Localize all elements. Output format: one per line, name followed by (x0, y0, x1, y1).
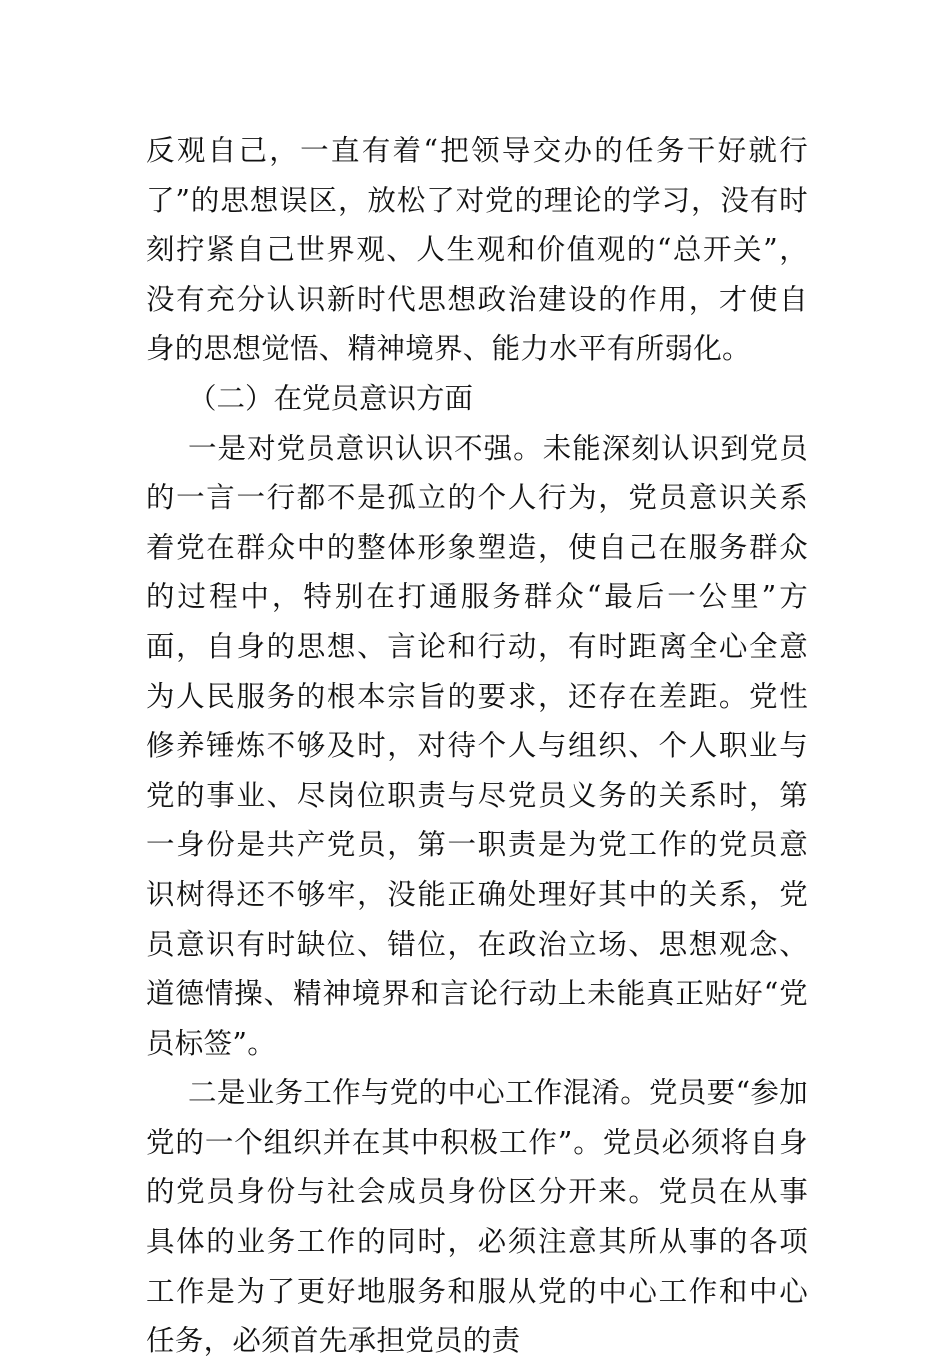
paragraph-work-confusion: 二是业务工作与党的中心工作混淆。党员要“参加党的一个组织并在其中积极工作”。党员必须将自身的党员身份与社会成员身份区分开来。党员在从事具体的业务工作的同时，必须注意其所从事的各项工作是为了更好地服务和服从党的中心工作和中心任务，必须首先承担党员的责 (146, 1076, 808, 1358)
paragraph-party-awareness: 一是对党员意识认识不强。未能深刻认识到党员的一言一行都不是孤立的个人行为，党员意识关系着党在群众中的整体形象塑造，使自己在服务群众的过程中，特别在打通服务群众“最后一公里”方面，自身的思想、言论和行动，有时距离全心全意为人民服务的根本宗旨的要求，还存在差距。党性修养锤炼不够及时，对待个人与组织、个人职业与党的事业、尽岗位职责与尽党员义务的关系时，第一身份是共产党员，第一职责是为党工作的党员意识树得还不够牢，没能正确处理好其中的关系，党员意识有时缺位、错位，在政治立场、思想观念、道德情操、精神境界和言论行动上未能真正贴好“党员标签”。 (146, 431, 808, 1060)
document-body (146, 126, 808, 1366)
paragraph-continuation: 反观自己，一直有着“把领导交办的任务干好就行了”的思想误区，放松了对党的理论的学习，没有时刻拧紧自己世界观、人生观和价值观的“总开关”，没有充分认识新时代思想政治建设的作用，才使自身的思想觉悟、精神境界、能力水平有所弱化。 (146, 134, 808, 366)
section-heading: （二）在党员意识方面 (188, 381, 474, 415)
